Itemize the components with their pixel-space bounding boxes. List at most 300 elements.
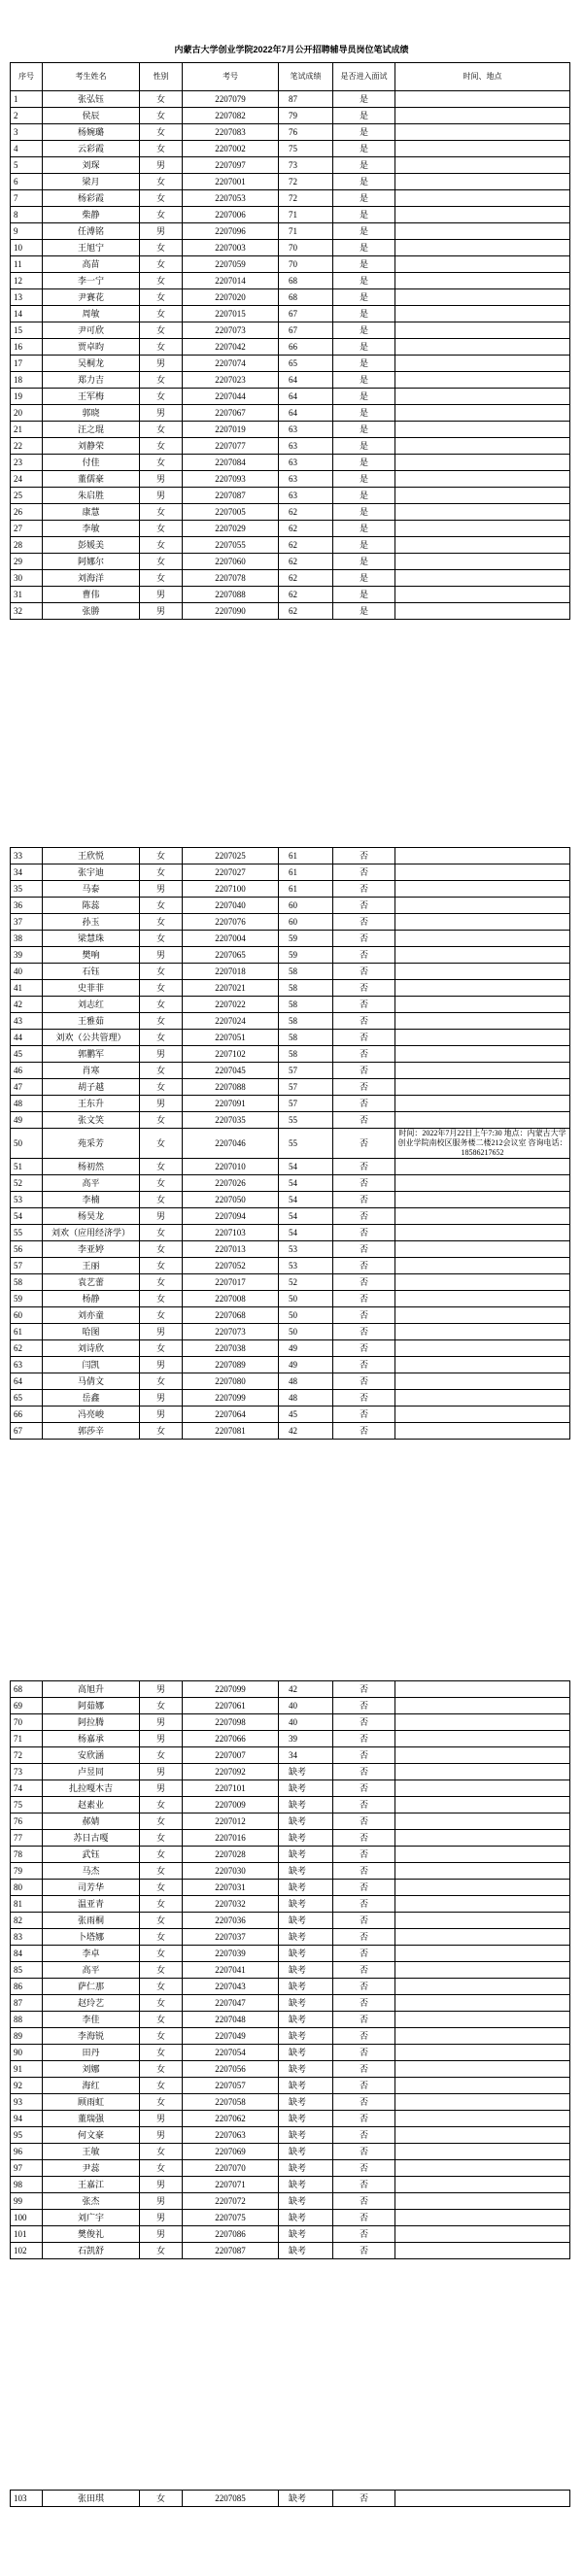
cell-seq: 74 — [11, 1780, 43, 1797]
cell-name: 扎拉嘎木吉 — [43, 1780, 140, 1797]
cell-gender: 女 — [140, 1847, 183, 1863]
cell-interview: 否 — [333, 980, 395, 997]
cell-seq: 25 — [11, 488, 43, 504]
table-row — [11, 587, 570, 603]
table-row — [11, 1780, 570, 1797]
cell-seq: 42 — [11, 997, 43, 1013]
cell-interview: 是 — [333, 141, 395, 157]
cell-seq: 92 — [11, 2078, 43, 2094]
cell-exam-no: 2207071 — [183, 2177, 279, 2193]
cell-exam-no: 2207043 — [183, 1979, 279, 1995]
cell-score: 54 — [279, 1175, 333, 1192]
cell-exam-no: 2207076 — [183, 914, 279, 931]
cell-exam-no: 2207089 — [183, 1357, 279, 1373]
table-row — [11, 964, 570, 980]
cell-name: 杨婉璐 — [43, 124, 140, 141]
cell-name: 付佳 — [43, 455, 140, 471]
header-interview: 是否进入面试 — [333, 63, 395, 91]
cell-time-place — [395, 848, 570, 864]
cell-time-place — [395, 174, 570, 190]
cell-name: 刘静荣 — [43, 438, 140, 455]
cell-score: 75 — [279, 141, 333, 157]
cell-name: 王嘉江 — [43, 2177, 140, 2193]
cell-seq: 7 — [11, 190, 43, 207]
cell-gender: 女 — [140, 2028, 183, 2045]
cell-gender: 女 — [140, 1175, 183, 1192]
cell-seq: 17 — [11, 356, 43, 372]
cell-time-place — [395, 1096, 570, 1112]
cell-name: 贾卓昀 — [43, 339, 140, 356]
cell-time-place — [395, 157, 570, 174]
cell-interview: 否 — [333, 1225, 395, 1241]
cell-exam-no: 2207005 — [183, 504, 279, 521]
table-header-row — [11, 63, 570, 91]
cell-name: 王军梅 — [43, 389, 140, 405]
cell-gender: 女 — [140, 537, 183, 554]
cell-name: 张文笑 — [43, 1112, 140, 1129]
cell-exam-no: 2207087 — [183, 488, 279, 504]
cell-seq: 79 — [11, 1863, 43, 1880]
table-row — [11, 1423, 570, 1440]
table-row — [11, 108, 570, 124]
table-row — [11, 322, 570, 339]
cell-seq: 90 — [11, 2045, 43, 2061]
cell-name: 刘娜 — [43, 2061, 140, 2078]
cell-name: 杨静 — [43, 1291, 140, 1307]
cell-seq: 38 — [11, 931, 43, 947]
cell-gender: 女 — [140, 1373, 183, 1390]
cell-name: 肖寒 — [43, 1063, 140, 1079]
table-row — [11, 174, 570, 190]
cell-exam-no: 2207084 — [183, 455, 279, 471]
cell-time-place — [395, 1112, 570, 1129]
cell-seq: 97 — [11, 2160, 43, 2177]
cell-gender: 女 — [140, 289, 183, 306]
cell-name: 卢昱同 — [43, 1764, 140, 1780]
cell-name: 杨彩霞 — [43, 190, 140, 207]
cell-gender: 女 — [140, 455, 183, 471]
table-row — [11, 1830, 570, 1847]
cell-gender: 男 — [140, 587, 183, 603]
table-row — [11, 1880, 570, 1896]
cell-score: 62 — [279, 603, 333, 620]
cell-exam-no: 2207028 — [183, 1847, 279, 1863]
cell-name: 刘欢（应用经济学） — [43, 1225, 140, 1241]
cell-interview: 否 — [333, 1764, 395, 1780]
cell-score: 缺考 — [279, 2144, 333, 2160]
cell-time-place — [395, 2028, 570, 2045]
cell-time-place — [395, 504, 570, 521]
cell-time-place — [395, 587, 570, 603]
cell-gender: 女 — [140, 2243, 183, 2259]
table-row — [11, 2210, 570, 2226]
cell-gender: 女 — [140, 1880, 183, 1896]
cell-name: 张雨桐 — [43, 1913, 140, 1929]
cell-score: 64 — [279, 405, 333, 422]
cell-interview: 是 — [333, 223, 395, 240]
cell-interview: 是 — [333, 157, 395, 174]
cell-exam-no: 2207050 — [183, 1192, 279, 1208]
cell-time-place — [395, 554, 570, 570]
cell-score: 缺考 — [279, 2078, 333, 2094]
cell-name: 梁月 — [43, 174, 140, 190]
table-row — [11, 1013, 570, 1030]
cell-seq: 20 — [11, 405, 43, 422]
cell-gender: 女 — [140, 964, 183, 980]
table-row — [11, 256, 570, 273]
cell-name: 司芳华 — [43, 1880, 140, 1896]
cell-gender: 女 — [140, 1129, 183, 1159]
cell-name: 尹可欣 — [43, 322, 140, 339]
table-row — [11, 1681, 570, 1698]
cell-gender: 女 — [140, 141, 183, 157]
cell-seq: 2 — [11, 108, 43, 124]
cell-time-place — [395, 537, 570, 554]
cell-gender: 女 — [140, 1258, 183, 1274]
cell-name: 刘海洋 — [43, 570, 140, 587]
cell-score: 57 — [279, 1063, 333, 1079]
cell-score: 65 — [279, 356, 333, 372]
cell-gender: 女 — [140, 1979, 183, 1995]
cell-gender: 女 — [140, 997, 183, 1013]
interview-note: 时间：2022年7月22日上午7:30 地点：内蒙古大学创业学院南校区服务楼二楼212会议室 咨询电话：18586217652 — [397, 1129, 567, 1157]
cell-name: 卜塔娜 — [43, 1929, 140, 1946]
table-row — [11, 947, 570, 964]
cell-exam-no: 2207078 — [183, 570, 279, 587]
table-row — [11, 2193, 570, 2210]
table-row — [11, 190, 570, 207]
cell-interview: 否 — [333, 1847, 395, 1863]
table-row — [11, 521, 570, 537]
cell-time-place — [395, 1079, 570, 1096]
cell-seq: 84 — [11, 1946, 43, 1962]
cell-score: 61 — [279, 881, 333, 898]
cell-name: 吴桐龙 — [43, 356, 140, 372]
cell-seq: 28 — [11, 537, 43, 554]
cell-interview: 否 — [333, 2078, 395, 2094]
cell-interview: 否 — [333, 931, 395, 947]
cell-score: 缺考 — [279, 1913, 333, 1929]
cell-exam-no: 2207048 — [183, 2012, 279, 2028]
cell-score: 48 — [279, 1390, 333, 1407]
cell-exam-no: 2207092 — [183, 1764, 279, 1780]
cell-interview: 否 — [333, 1324, 395, 1340]
cell-time-place — [395, 521, 570, 537]
cell-score: 63 — [279, 455, 333, 471]
cell-interview: 是 — [333, 471, 395, 488]
cell-interview: 否 — [333, 2144, 395, 2160]
cell-interview: 否 — [333, 1129, 395, 1159]
cell-exam-no: 2207049 — [183, 2028, 279, 2045]
cell-score: 缺考 — [279, 2045, 333, 2061]
cell-name: 刘亦童 — [43, 1307, 140, 1324]
cell-seq: 72 — [11, 1747, 43, 1764]
cell-gender: 女 — [140, 273, 183, 289]
cell-score: 缺考 — [279, 2210, 333, 2226]
cell-time-place — [395, 1192, 570, 1208]
cell-interview: 否 — [333, 1063, 395, 1079]
cell-gender: 女 — [140, 1307, 183, 1324]
cell-seq: 3 — [11, 124, 43, 141]
table-row — [11, 223, 570, 240]
cell-score: 62 — [279, 554, 333, 570]
cell-exam-no: 2207056 — [183, 2061, 279, 2078]
cell-exam-no: 2207073 — [183, 322, 279, 339]
cell-time-place — [395, 306, 570, 322]
cell-name: 樊俊礼 — [43, 2226, 140, 2243]
cell-interview: 否 — [333, 1357, 395, 1373]
cell-exam-no: 2207082 — [183, 108, 279, 124]
cell-gender: 女 — [140, 2078, 183, 2094]
cell-name: 云彩霞 — [43, 141, 140, 157]
cell-exam-no: 2207086 — [183, 2226, 279, 2243]
cell-time-place — [395, 1979, 570, 1995]
cell-exam-no: 2207044 — [183, 389, 279, 405]
cell-score: 53 — [279, 1241, 333, 1258]
cell-gender: 男 — [140, 2111, 183, 2127]
cell-time-place — [395, 1291, 570, 1307]
cell-interview: 否 — [333, 2045, 395, 2061]
cell-seq: 30 — [11, 570, 43, 587]
cell-time-place — [395, 1764, 570, 1780]
cell-interview: 是 — [333, 339, 395, 356]
cell-interview: 是 — [333, 405, 395, 422]
cell-exam-no: 2207085 — [183, 2491, 279, 2507]
cell-name: 海红 — [43, 2078, 140, 2094]
table-row — [11, 1962, 570, 1979]
cell-time-place — [395, 2061, 570, 2078]
cell-score: 62 — [279, 537, 333, 554]
cell-time-place — [395, 190, 570, 207]
cell-interview: 否 — [333, 1780, 395, 1797]
cell-interview: 否 — [333, 914, 395, 931]
cell-score: 缺考 — [279, 2193, 333, 2210]
cell-name: 张杰 — [43, 2193, 140, 2210]
cell-interview: 否 — [333, 1995, 395, 2012]
cell-exam-no: 2207015 — [183, 306, 279, 322]
cell-exam-no: 2207053 — [183, 190, 279, 207]
cell-score: 缺考 — [279, 2111, 333, 2127]
cell-exam-no: 2207037 — [183, 1929, 279, 1946]
cell-time-place — [395, 1880, 570, 1896]
cell-time-place — [395, 1423, 570, 1440]
cell-interview: 是 — [333, 124, 395, 141]
cell-exam-no: 2207088 — [183, 1079, 279, 1096]
cell-gender: 女 — [140, 1291, 183, 1307]
cell-name: 王雅茹 — [43, 1013, 140, 1030]
cell-exam-no: 2207103 — [183, 1225, 279, 1241]
cell-seq: 47 — [11, 1079, 43, 1096]
cell-score: 40 — [279, 1714, 333, 1731]
cell-score: 58 — [279, 980, 333, 997]
cell-name: 李敏 — [43, 521, 140, 537]
cell-name: 张宇迪 — [43, 864, 140, 881]
cell-name: 李亚婷 — [43, 1241, 140, 1258]
cell-exam-no: 2207046 — [183, 1129, 279, 1159]
cell-time-place — [395, 141, 570, 157]
cell-gender: 女 — [140, 322, 183, 339]
cell-name: 尹賽花 — [43, 289, 140, 306]
cell-time-place — [395, 898, 570, 914]
header-time-place: 时间、地点 — [395, 63, 570, 91]
table-row — [11, 1046, 570, 1063]
cell-time-place — [395, 1208, 570, 1225]
cell-interview: 否 — [333, 1863, 395, 1880]
cell-gender: 男 — [140, 603, 183, 620]
cell-exam-no: 2207090 — [183, 603, 279, 620]
cell-seq: 60 — [11, 1307, 43, 1324]
cell-interview: 否 — [333, 1797, 395, 1813]
cell-seq: 1 — [11, 91, 43, 108]
cell-seq: 81 — [11, 1896, 43, 1913]
cell-interview: 否 — [333, 2061, 395, 2078]
cell-gender: 男 — [140, 2210, 183, 2226]
cell-interview: 是 — [333, 190, 395, 207]
cell-score: 缺考 — [279, 2028, 333, 2045]
cell-gender: 男 — [140, 1324, 183, 1340]
table-row — [11, 455, 570, 471]
cell-interview: 否 — [333, 2160, 395, 2177]
cell-score: 53 — [279, 1258, 333, 1274]
cell-exam-no: 2207062 — [183, 2111, 279, 2127]
cell-score: 62 — [279, 521, 333, 537]
cell-gender: 女 — [140, 554, 183, 570]
cell-seq: 56 — [11, 1241, 43, 1258]
cell-exam-no: 2207030 — [183, 1863, 279, 1880]
cell-gender: 男 — [140, 405, 183, 422]
cell-time-place — [395, 289, 570, 306]
cell-exam-no: 2207003 — [183, 240, 279, 256]
cell-score: 58 — [279, 1030, 333, 1046]
cell-gender: 女 — [140, 1995, 183, 2012]
cell-time-place — [395, 1274, 570, 1291]
cell-name: 刘广宇 — [43, 2210, 140, 2226]
cell-gender: 女 — [140, 372, 183, 389]
cell-exam-no: 2207098 — [183, 1714, 279, 1731]
header-score: 笔试成绩 — [279, 63, 333, 91]
cell-score: 68 — [279, 273, 333, 289]
cell-gender: 女 — [140, 1423, 183, 1440]
table-row — [11, 2491, 570, 2507]
cell-seq: 11 — [11, 256, 43, 273]
cell-gender: 女 — [140, 256, 183, 273]
cell-exam-no: 2207008 — [183, 1291, 279, 1307]
cell-interview: 否 — [333, 1929, 395, 1946]
cell-name: 刘诗欣 — [43, 1340, 140, 1357]
cell-exam-no: 2207039 — [183, 1946, 279, 1962]
cell-score: 61 — [279, 848, 333, 864]
scores-table-page-2 — [10, 847, 570, 1440]
cell-interview: 否 — [333, 2111, 395, 2127]
cell-name: 顾雨虹 — [43, 2094, 140, 2111]
cell-time-place — [395, 1307, 570, 1324]
table-row — [11, 1291, 570, 1307]
cell-gender: 男 — [140, 1780, 183, 1797]
table-row — [11, 1407, 570, 1423]
cell-time-place — [395, 339, 570, 356]
cell-interview: 是 — [333, 306, 395, 322]
cell-gender: 女 — [140, 306, 183, 322]
cell-score: 58 — [279, 997, 333, 1013]
cell-exam-no: 2207094 — [183, 1208, 279, 1225]
cell-interview: 是 — [333, 240, 395, 256]
cell-time-place — [395, 2226, 570, 2243]
cell-name: 杨初然 — [43, 1159, 140, 1175]
cell-name: 侯辰 — [43, 108, 140, 124]
cell-seq: 57 — [11, 1258, 43, 1274]
cell-gender: 女 — [140, 1013, 183, 1030]
table-row — [11, 1208, 570, 1225]
cell-time-place — [395, 207, 570, 223]
cell-exam-no: 2207052 — [183, 1258, 279, 1274]
cell-score: 40 — [279, 1698, 333, 1714]
cell-time-place — [395, 471, 570, 488]
cell-interview: 否 — [333, 1946, 395, 1962]
cell-seq: 10 — [11, 240, 43, 256]
cell-name: 马倩文 — [43, 1373, 140, 1390]
cell-time-place — [395, 1340, 570, 1357]
cell-name: 任溥铭 — [43, 223, 140, 240]
cell-exam-no: 2207042 — [183, 339, 279, 356]
cell-gender: 女 — [140, 438, 183, 455]
table-row — [11, 1192, 570, 1208]
cell-seq: 39 — [11, 947, 43, 964]
cell-interview: 否 — [333, 1291, 395, 1307]
cell-interview: 否 — [333, 2028, 395, 2045]
cell-gender: 女 — [140, 389, 183, 405]
cell-time-place — [395, 1258, 570, 1274]
cell-time-place — [395, 1390, 570, 1407]
cell-interview: 否 — [333, 1407, 395, 1423]
cell-name: 阿拉腾 — [43, 1714, 140, 1731]
cell-score: 57 — [279, 1079, 333, 1096]
cell-name: 冯亮峻 — [43, 1407, 140, 1423]
cell-time-place — [395, 1929, 570, 1946]
cell-seq: 103 — [11, 2491, 43, 2507]
table-row — [11, 438, 570, 455]
cell-exam-no: 2207038 — [183, 1340, 279, 1357]
cell-time-place — [395, 1373, 570, 1390]
table-row — [11, 2111, 570, 2127]
table-row — [11, 2012, 570, 2028]
cell-seq: 98 — [11, 2177, 43, 2193]
cell-time-place — [395, 964, 570, 980]
cell-score: 49 — [279, 1357, 333, 1373]
cell-interview: 否 — [333, 1208, 395, 1225]
cell-gender: 男 — [140, 947, 183, 964]
cell-time-place — [395, 1407, 570, 1423]
cell-time-place — [395, 1913, 570, 1929]
cell-score: 缺考 — [279, 1979, 333, 1995]
cell-seq: 52 — [11, 1175, 43, 1192]
cell-interview: 否 — [333, 1913, 395, 1929]
cell-score: 42 — [279, 1681, 333, 1698]
cell-name: 苏日古嘎 — [43, 1830, 140, 1847]
cell-seq: 100 — [11, 2210, 43, 2226]
cell-exam-no: 2207031 — [183, 1880, 279, 1896]
cell-interview: 否 — [333, 1274, 395, 1291]
cell-name: 高平 — [43, 1175, 140, 1192]
table-row — [11, 1096, 570, 1112]
cell-seq: 55 — [11, 1225, 43, 1241]
cell-name: 刘志红 — [43, 997, 140, 1013]
cell-interview: 否 — [333, 898, 395, 914]
cell-time-place — [395, 864, 570, 881]
cell-exam-no: 2207013 — [183, 1241, 279, 1258]
table-row — [11, 1863, 570, 1880]
table-row — [11, 1063, 570, 1079]
cell-seq: 41 — [11, 980, 43, 997]
